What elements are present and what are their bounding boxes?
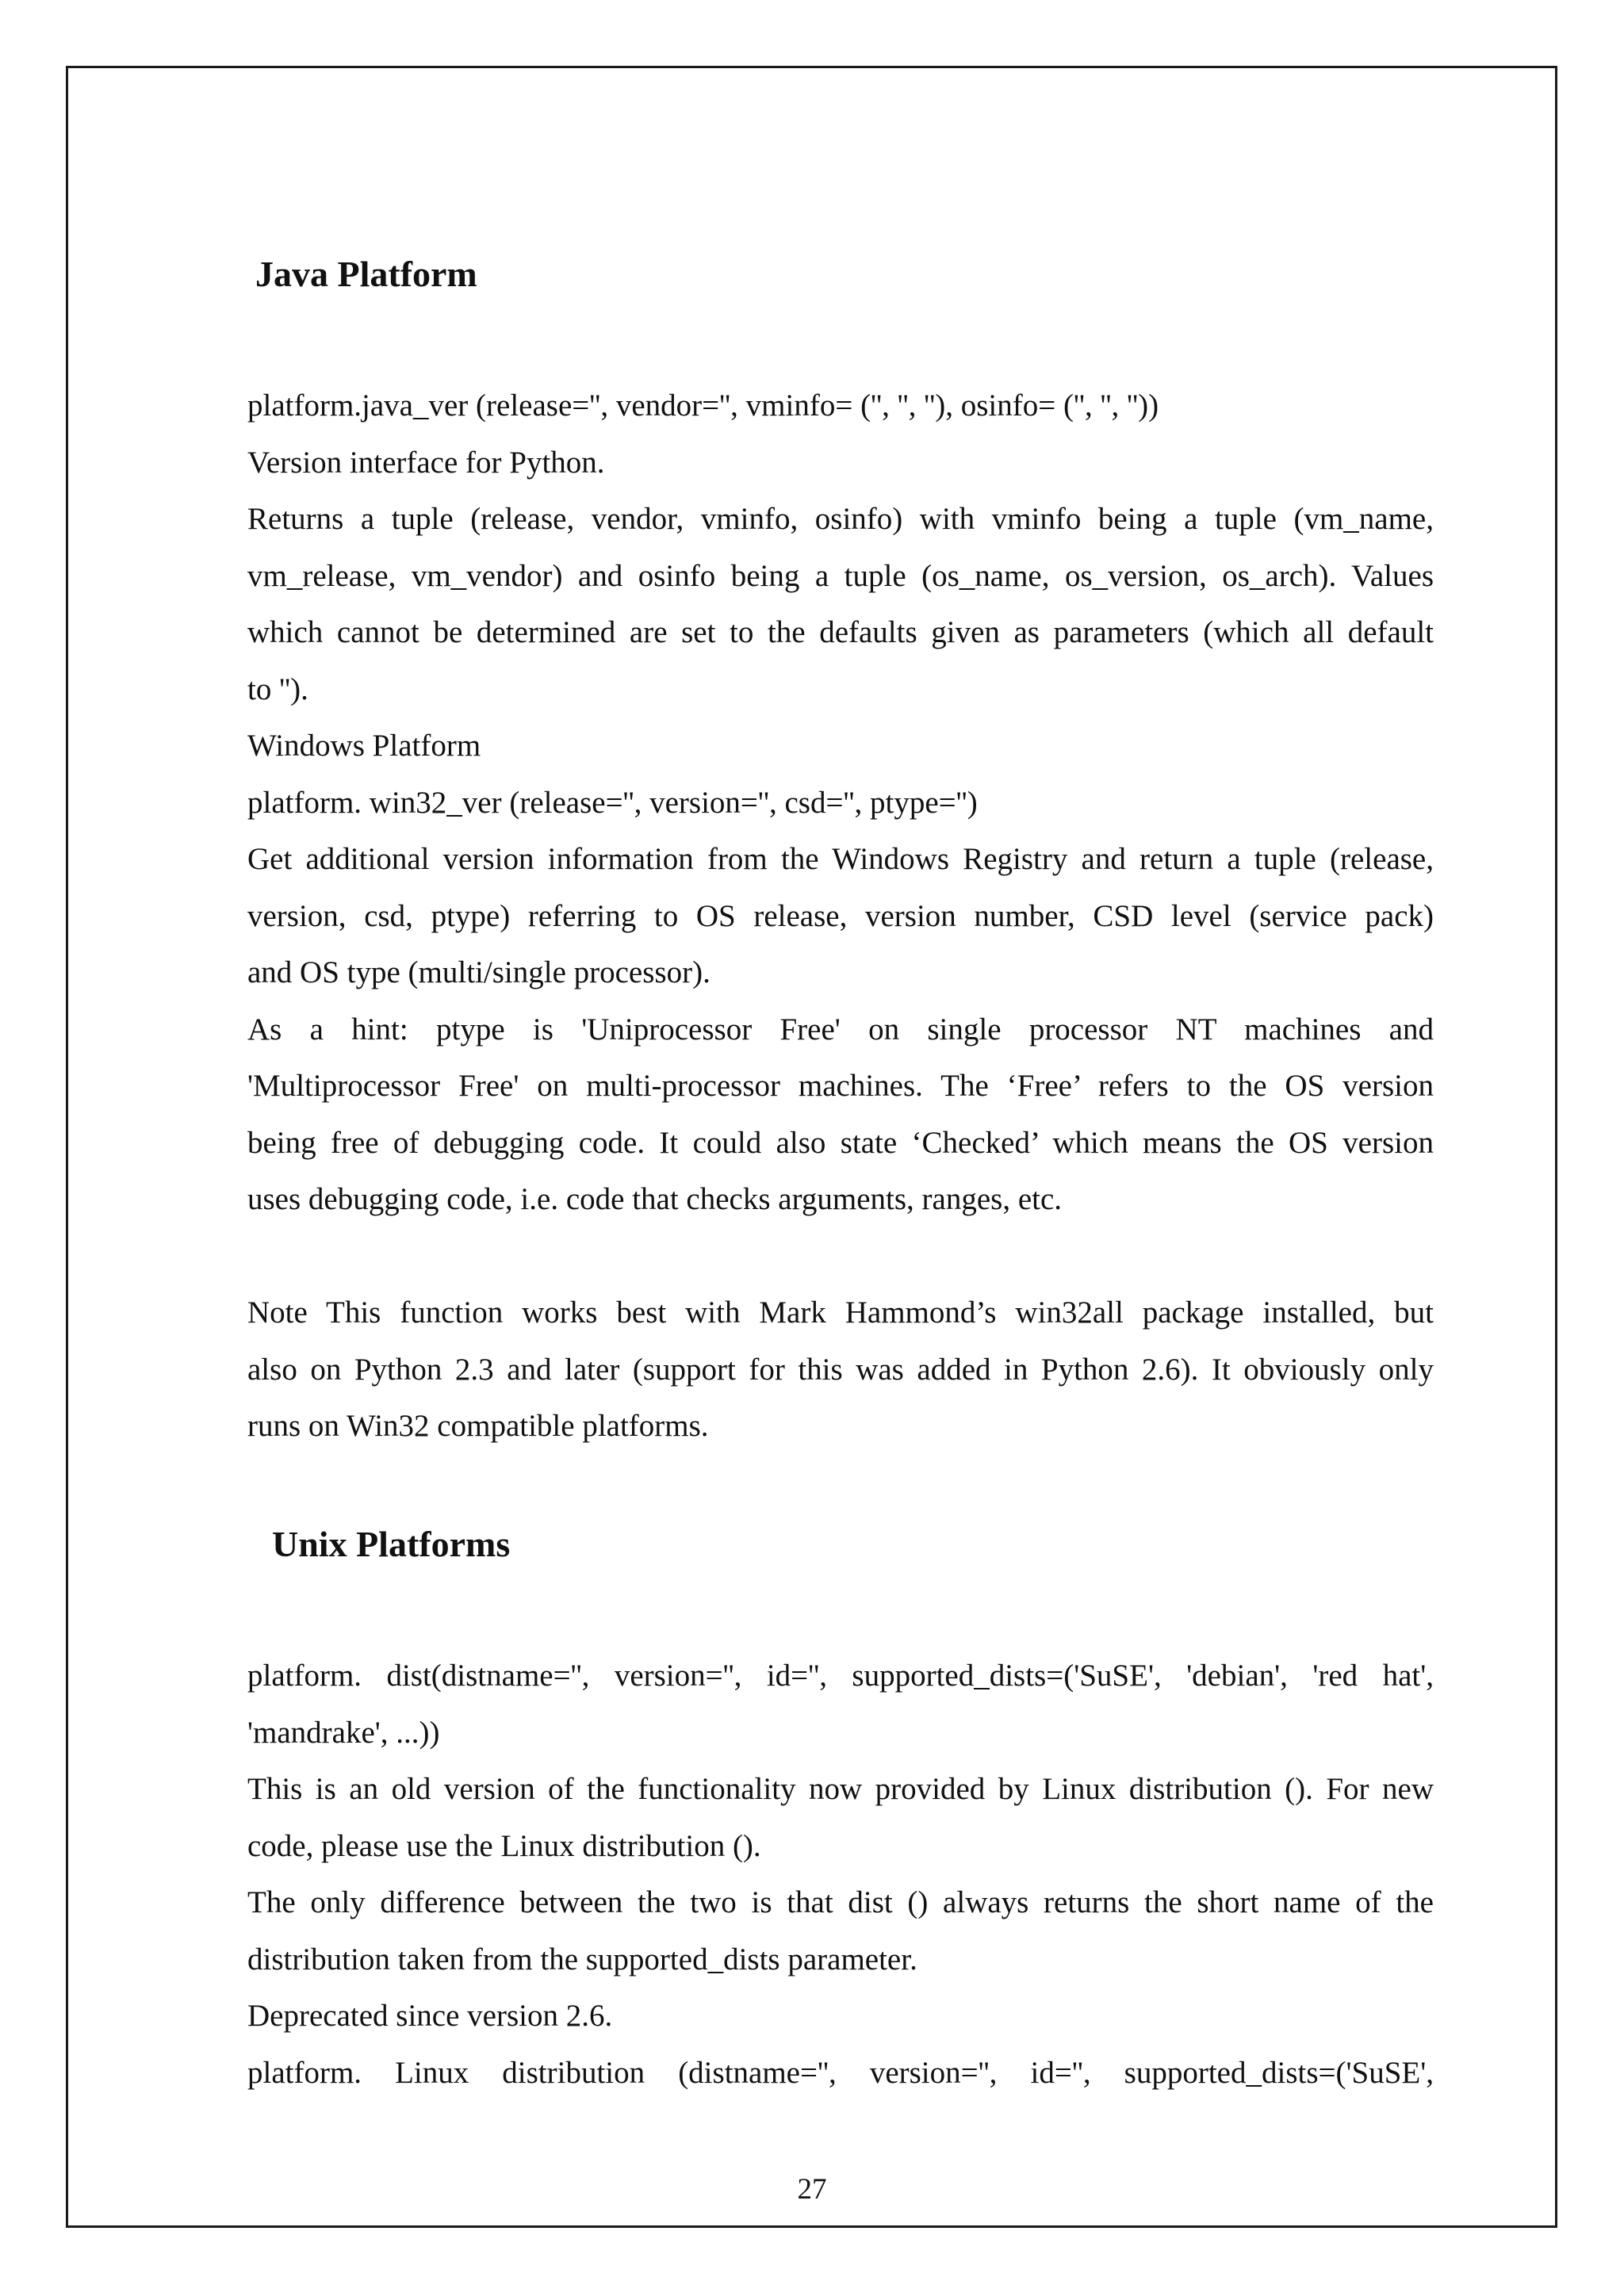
win32-ver-signature: platform. win32_ver (release='', version='', csd='', ptype='') <box>247 786 978 820</box>
dist-signature-line-2: 'mandrake', ...)) <box>247 1716 440 1750</box>
page-number: 27 <box>797 2173 827 2206</box>
windows-platform-label: Windows Platform <box>247 729 481 763</box>
hint-line-1: As a hint: ptype is 'Uniprocessor Free' on single processor NT machines and <box>247 1012 1434 1047</box>
hint-line-3: being free of debugging code. It could also state ‘Checked’ which means the OS version <box>247 1126 1434 1160</box>
difference-line-1: The only difference between the two is that dist () always returns the short name of the <box>247 1885 1434 1919</box>
note-line-3: runs on Win32 compatible platforms. <box>247 1409 709 1443</box>
old-version-line-1: This is an old version of the functionality now provided by Linux distribution (). For new <box>247 1772 1434 1806</box>
java-returns-line-1: Returns a tuple (release, vendor, vminfo, osinfo) with vminfo being a tuple (vm_name, <box>247 502 1434 536</box>
java-returns-line-3: which cannot be determined are set to the defaults given as parameters (which all default <box>247 615 1434 649</box>
difference-line-2: distribution taken from the supported_dists parameter. <box>247 1942 917 1976</box>
heading-unix-platforms: Unix Platforms <box>272 1524 511 1564</box>
hint-line-4: uses debugging code, i.e. code that checks arguments, ranges, etc. <box>247 1182 1063 1216</box>
note-line-2: also on Python 2.3 and later (support for this was added in Python 2.6). It obviously only <box>247 1353 1434 1387</box>
win32-desc-line-1: Get additional version information from the Windows Registry and return a tuple (release, <box>247 842 1434 876</box>
win32-desc-line-3: and OS type (multi/single processor). <box>247 955 710 989</box>
note-line-1: Note This function works best with Mark Hammond’s win32all package installed, but <box>247 1295 1434 1330</box>
java-returns-line-4: to ''). <box>247 672 308 706</box>
heading-java-platform: Java Platform <box>255 254 477 294</box>
dist-signature-line-1: platform. dist(distname='', version='', id='', supported_dists=('SuSE', 'debian', 'red hat', <box>247 1659 1434 1693</box>
java-ver-summary: Version interface for Python. <box>247 446 605 480</box>
deprecated-note: Deprecated since version 2.6. <box>247 1999 613 2033</box>
linux-distribution-signature: platform. Linux distribution (distname='', version='', id='', supported_dists=('SuSE', <box>247 2056 1434 2090</box>
java-ver-signature: platform.java_ver (release='', vendor='', vminfo= ('', '', ''), osinfo= ('', '', '')) <box>247 388 1159 423</box>
java-returns-line-2: vm_release, vm_vendor) and osinfo being a tuple (os_name, os_version, os_arch). Values <box>247 559 1434 593</box>
old-version-line-2: code, please use the Linux distribution (). <box>247 1829 761 1863</box>
win32-desc-line-2: version, csd, ptype) referring to OS release, version number, CSD level (service pack) <box>247 899 1434 933</box>
hint-line-2: 'Multiprocessor Free' on multi-processor machines. The ‘Free’ refers to the OS version <box>247 1069 1434 1103</box>
